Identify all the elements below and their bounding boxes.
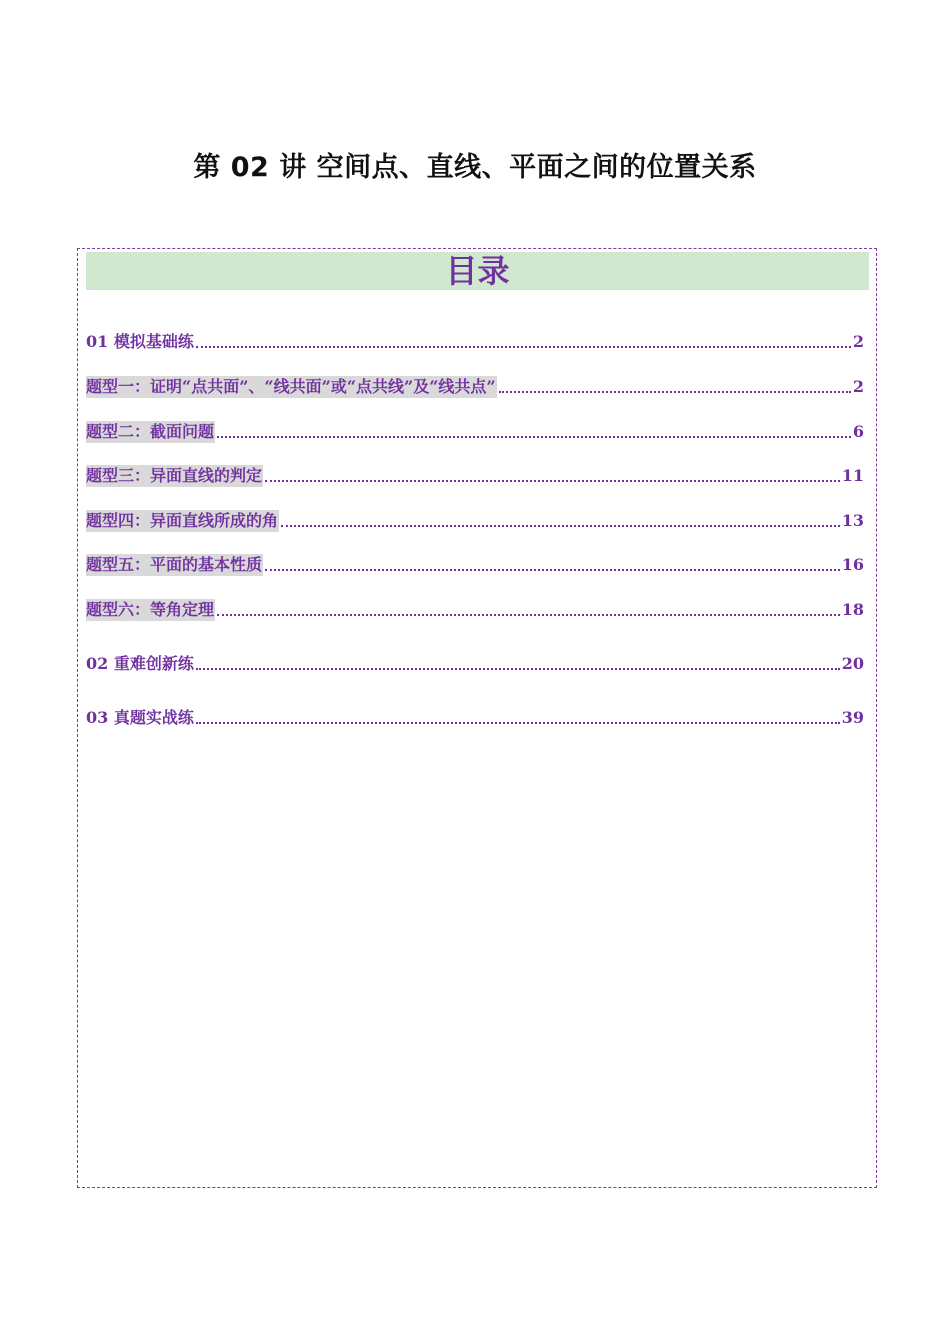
toc-entry-label: 02 重难创新练	[86, 654, 194, 673]
toc-entry-page: 39	[841, 708, 864, 727]
toc-entry-type-4[interactable]	[86, 508, 864, 532]
toc-heading: 目录	[86, 252, 869, 290]
toc-entry-page: 13	[841, 511, 864, 530]
toc-entry-type-5[interactable]	[86, 552, 864, 576]
toc-entry-label: 题型六：等角定理	[86, 600, 215, 619]
toc-leader-dots	[196, 721, 840, 724]
toc-entry-page: 2	[852, 332, 864, 351]
toc-entry-label: 题型五：平面的基本性质	[86, 555, 263, 574]
document-title: 第 02 讲 空间点、直线、平面之间的位置关系	[193, 152, 757, 183]
toc-entry-label: 题型二：截面问题	[86, 422, 215, 441]
toc-leader-dots	[499, 390, 851, 393]
toc-leader-dots	[217, 613, 840, 616]
toc-entry-basic-practice[interactable]	[86, 329, 864, 353]
toc-entry-label: 题型一：证明“点共面”、“线共面”或“点共线”及“线共点”	[86, 377, 496, 396]
toc-leader-dots	[217, 435, 851, 438]
toc-entry-label: 题型四：异面直线所成的角	[86, 511, 279, 530]
toc-entry-label: 题型三：异面直线的判定	[86, 466, 263, 485]
toc-entry-label: 01 模拟基础练	[86, 332, 194, 351]
toc-leader-dots	[265, 479, 840, 482]
toc-leader-dots	[281, 524, 840, 527]
table-of-contents	[77, 248, 877, 1188]
toc-entry-type-6[interactable]	[86, 597, 864, 621]
toc-entry-type-3[interactable]	[86, 463, 864, 487]
toc-entry-page: 6	[852, 422, 864, 441]
toc-entry-page: 20	[841, 654, 864, 673]
toc-entry-page: 18	[841, 600, 864, 619]
toc-entry-exam-practice[interactable]	[86, 705, 864, 729]
toc-entry-page: 16	[841, 555, 864, 574]
toc-leader-dots	[196, 667, 840, 670]
toc-entry-advanced-practice[interactable]	[86, 651, 864, 675]
toc-leader-dots	[196, 345, 851, 348]
toc-entry-page: 11	[841, 466, 864, 485]
toc-entry-type-1[interactable]	[86, 374, 864, 398]
toc-leader-dots	[265, 568, 840, 571]
toc-entry-type-2[interactable]	[86, 419, 864, 443]
toc-entry-page: 2	[852, 377, 864, 396]
toc-entry-label: 03 真题实战练	[86, 708, 194, 727]
